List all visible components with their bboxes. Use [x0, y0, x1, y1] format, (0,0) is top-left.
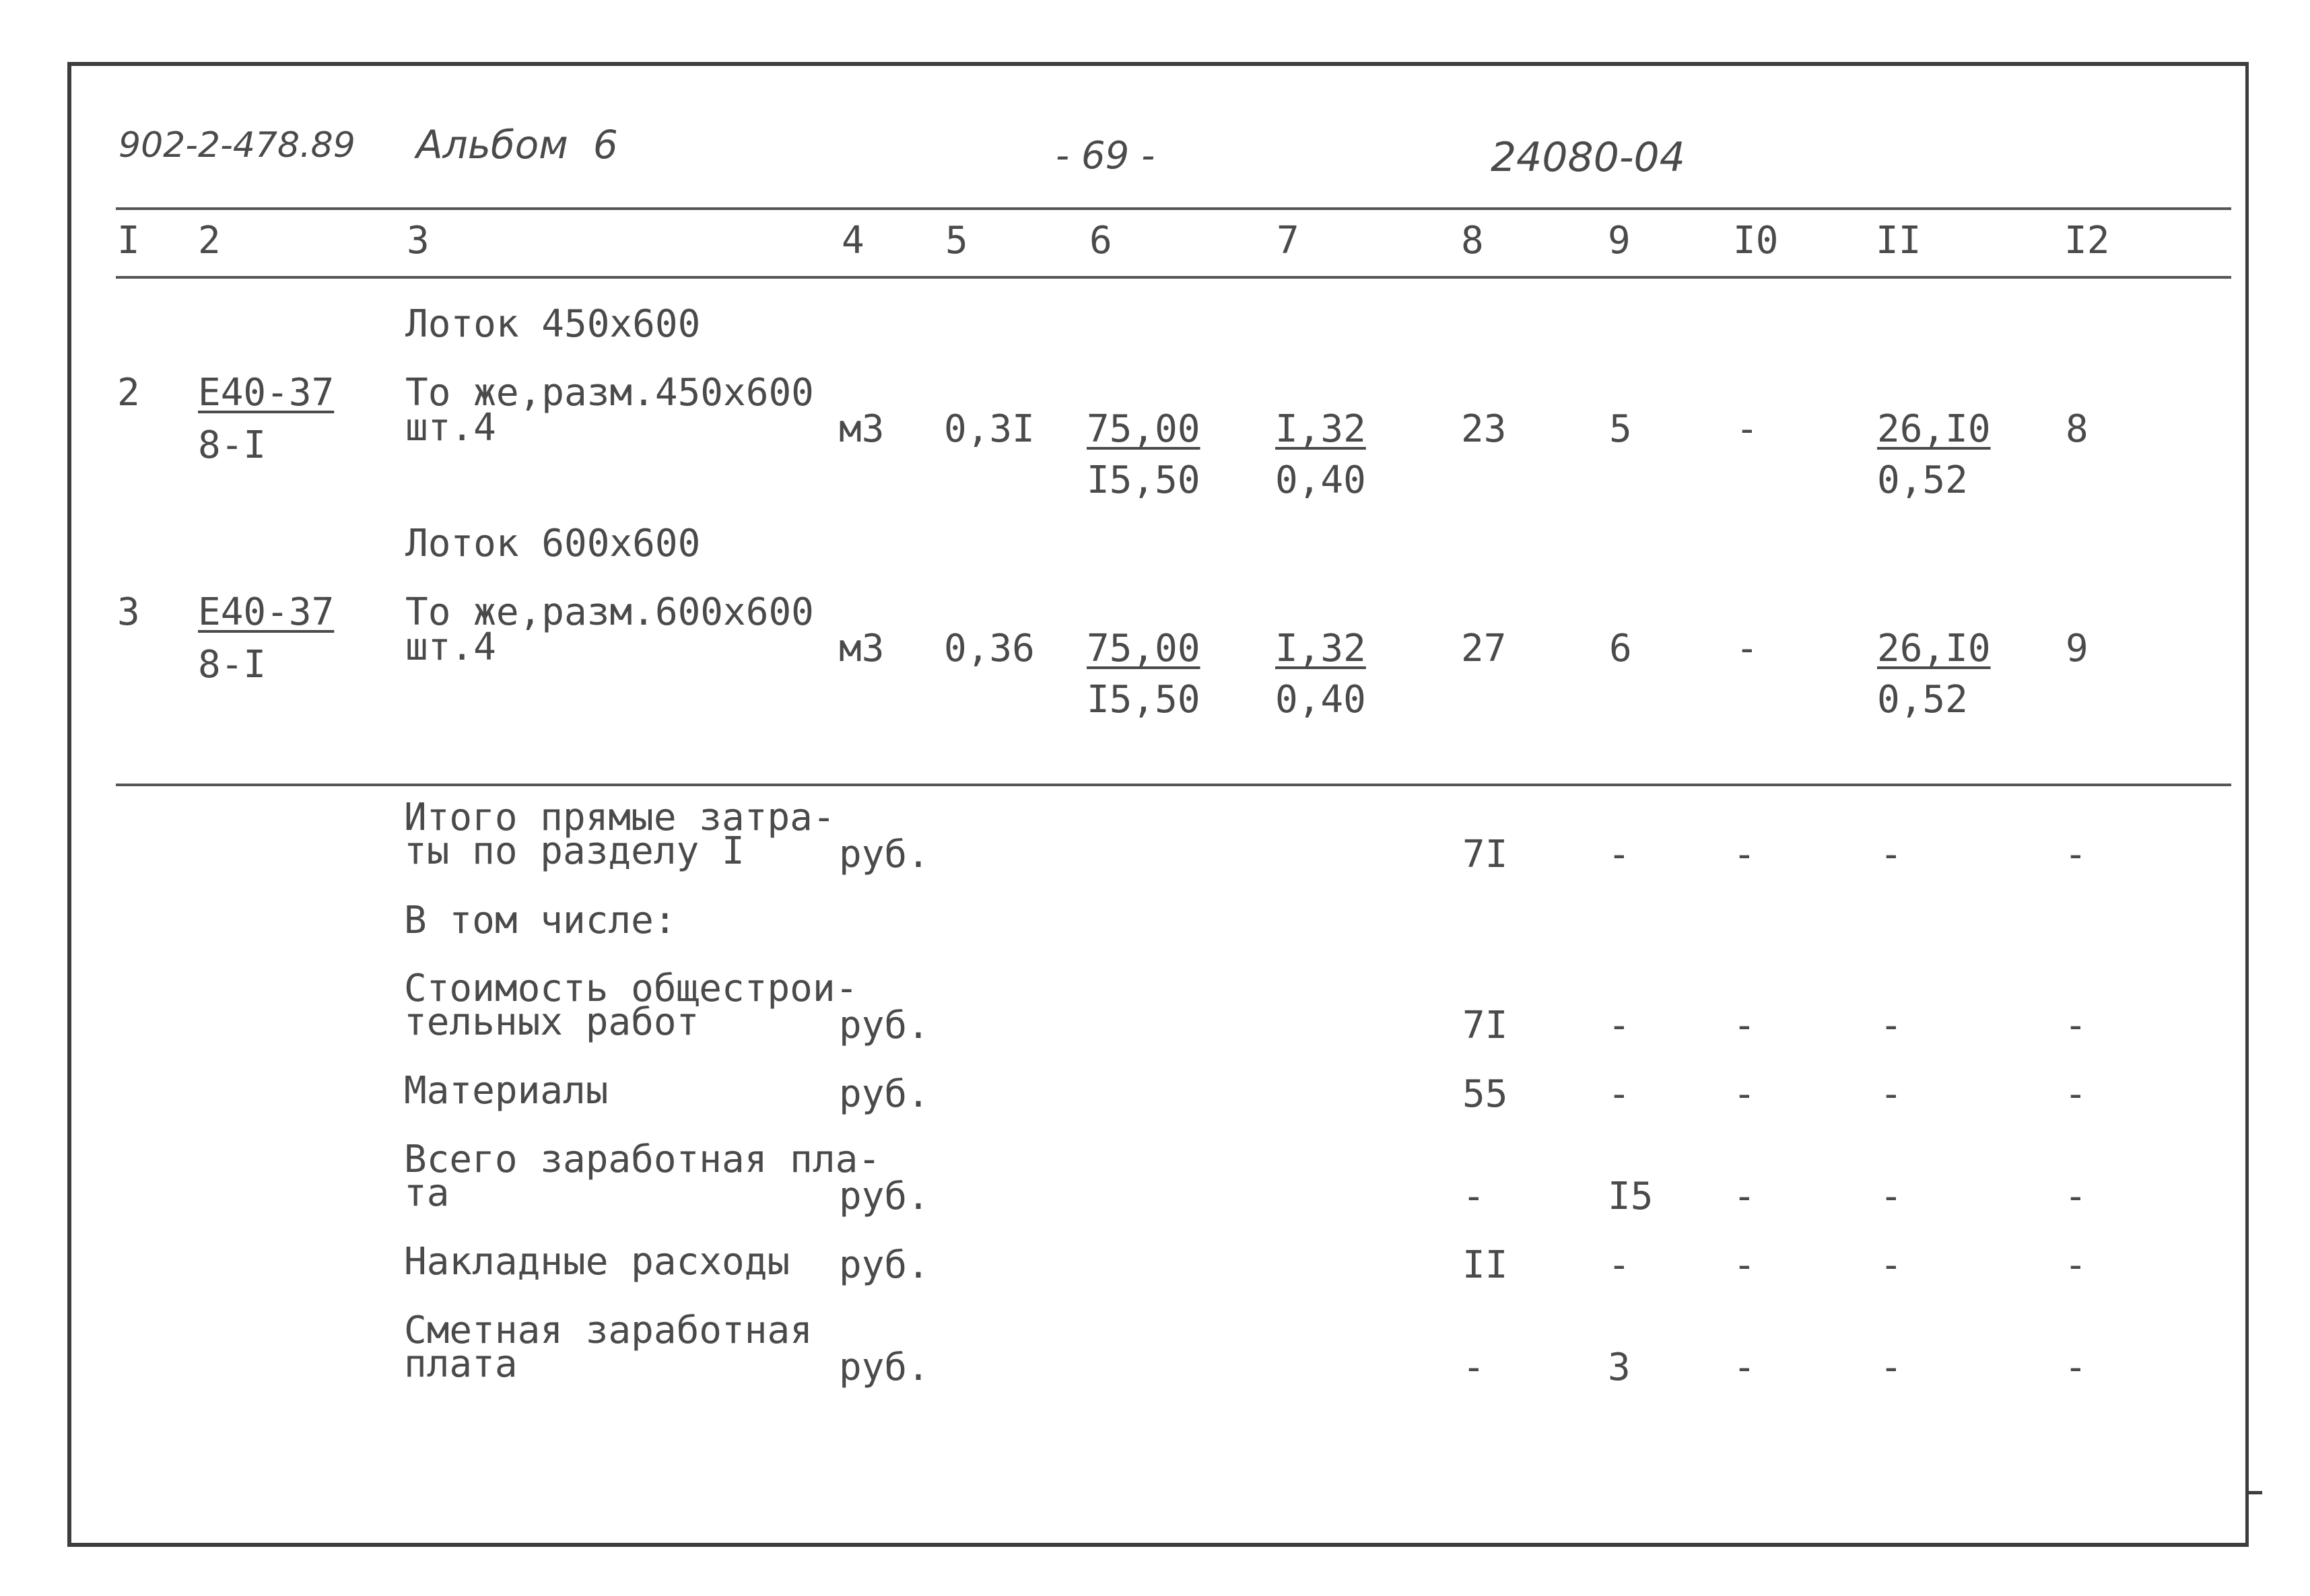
summary-wages: 3 — [1608, 1346, 1631, 1389]
page-number: - 69 - — [1056, 134, 1155, 178]
summary-label: Накладные расходы — [404, 1240, 790, 1284]
summary-label: Итого прямые затра- — [404, 796, 836, 839]
summary-unit: руб. — [839, 1072, 930, 1116]
summary-wages: I5 — [1608, 1175, 1654, 1218]
wages: 5 — [1609, 407, 1632, 451]
summary-total: II — [1462, 1243, 1508, 1287]
summary-labor-per-unit: - — [1880, 1243, 1903, 1287]
album-label: Альбом 6 — [416, 122, 618, 168]
total-cost: 23 — [1461, 407, 1507, 451]
labor-per-unit: 26,I0 — [1877, 627, 1991, 670]
item-description-qty: шт.4 — [405, 406, 496, 450]
summary-machines: - — [1733, 1243, 1756, 1287]
summary-total: 55 — [1462, 1072, 1508, 1116]
machine-total: - — [1736, 627, 1759, 670]
summary-wages: - — [1608, 1243, 1631, 1287]
unit: м3 — [839, 627, 885, 670]
group-title: Лоток 450х600 — [405, 302, 701, 346]
summary-label-cont: тельных работ — [404, 1000, 700, 1044]
summary-labor-per-unit: - — [1880, 1346, 1903, 1389]
col-header-2: 2 — [198, 219, 221, 263]
rate-code: Е40-37 — [198, 590, 335, 634]
summary-wages: - — [1608, 1004, 1631, 1047]
unit-cost: 75,00 — [1087, 407, 1200, 451]
col-header-1: I — [117, 219, 140, 263]
including-label: В том числе: — [404, 899, 677, 942]
unit-cost: 75,00 — [1087, 627, 1200, 670]
summary-labor-total: - — [2064, 1072, 2087, 1116]
labor-total: 9 — [2066, 627, 2088, 670]
summary-machines: - — [1733, 1072, 1756, 1116]
summary-labor-per-unit: - — [1880, 833, 1903, 876]
labor-per-unit-sub: 0,52 — [1877, 678, 1968, 722]
col-header-11: II — [1876, 219, 1922, 263]
summary-total: 7I — [1462, 833, 1508, 876]
col-header-6: 6 — [1089, 219, 1112, 263]
summary-labor-total: - — [2064, 833, 2087, 876]
col-header-8: 8 — [1461, 219, 1484, 263]
summary-labor-per-unit: - — [1880, 1072, 1903, 1116]
col-header-12: I2 — [2064, 219, 2110, 263]
summary-total: - — [1462, 1175, 1485, 1218]
labor-total: 8 — [2066, 407, 2088, 451]
summary-unit: руб. — [839, 1243, 930, 1287]
summary-label-cont: ты по разделу I — [404, 829, 745, 873]
summary-unit: руб. — [839, 1175, 930, 1218]
summary-labor-total: - — [2064, 1346, 2087, 1389]
sheet-code: 24080-04 — [1491, 134, 1685, 181]
col-header-5: 5 — [945, 219, 968, 263]
rate-code-sub: 8-I — [198, 423, 267, 467]
row-number: 2 — [117, 371, 140, 415]
page-frame — [67, 62, 2249, 1547]
summary-machines: - — [1733, 833, 1756, 876]
machine-cost: I,32 — [1275, 627, 1366, 670]
summary-total: - — [1462, 1346, 1485, 1389]
machine-total: - — [1736, 407, 1759, 451]
summary-label-cont: та — [404, 1171, 450, 1215]
summary-label: Стоимость общестрои- — [404, 967, 858, 1010]
frame-edge-mark — [2247, 1491, 2262, 1494]
unit: м3 — [839, 407, 885, 451]
labor-per-unit-sub: 0,52 — [1877, 458, 1968, 502]
machine-cost-wage: 0,40 — [1275, 678, 1366, 722]
item-description: То же,разм.450х600 — [405, 371, 814, 415]
quantity: 0,3I — [944, 407, 1035, 451]
item-description-qty: шт.4 — [405, 625, 496, 669]
unit-cost-wage: I5,50 — [1087, 678, 1200, 722]
machine-cost: I,32 — [1275, 407, 1366, 451]
doc-code: 902-2-478.89 — [118, 125, 355, 166]
col-header-7: 7 — [1277, 219, 1299, 263]
unit-cost-wage: I5,50 — [1087, 458, 1200, 502]
machine-cost-wage: 0,40 — [1275, 458, 1366, 502]
header-rule-top — [116, 207, 2231, 210]
summary-labor-per-unit: - — [1880, 1004, 1903, 1047]
summary-machines: - — [1733, 1175, 1756, 1218]
summary-label-cont: плата — [404, 1342, 518, 1386]
summary-wages: - — [1608, 833, 1631, 876]
summary-labor-total: - — [2064, 1243, 2087, 1287]
summary-label: Сметная заработная — [404, 1309, 813, 1352]
item-description: То же,разм.600х600 — [405, 590, 814, 634]
col-header-3: 3 — [407, 219, 430, 263]
group-title: Лоток 600х600 — [405, 522, 701, 565]
summary-labor-total: - — [2064, 1175, 2087, 1218]
summary-labor-per-unit: - — [1880, 1175, 1903, 1218]
wages: 6 — [1609, 627, 1632, 670]
section-rule — [116, 784, 2231, 786]
total-cost: 27 — [1461, 627, 1507, 670]
summary-wages: - — [1608, 1072, 1631, 1116]
rate-code-sub: 8-I — [198, 643, 267, 687]
summary-unit: руб. — [839, 1004, 930, 1047]
summary-unit: руб. — [839, 1346, 930, 1389]
summary-labor-total: - — [2064, 1004, 2087, 1047]
summary-total: 7I — [1462, 1004, 1508, 1047]
header-rule-bottom — [116, 276, 2231, 279]
quantity: 0,36 — [944, 627, 1035, 670]
summary-label: Материалы — [404, 1069, 609, 1113]
rate-code: Е40-37 — [198, 371, 335, 415]
labor-per-unit: 26,I0 — [1877, 407, 1991, 451]
row-number: 3 — [117, 590, 140, 634]
summary-unit: руб. — [839, 833, 930, 876]
summary-machines: - — [1733, 1004, 1756, 1047]
col-header-9: 9 — [1608, 219, 1631, 263]
col-header-10: I0 — [1733, 219, 1779, 263]
summary-machines: - — [1733, 1346, 1756, 1389]
summary-label: Всего заработная пла- — [404, 1138, 881, 1181]
col-header-4: 4 — [842, 219, 864, 263]
